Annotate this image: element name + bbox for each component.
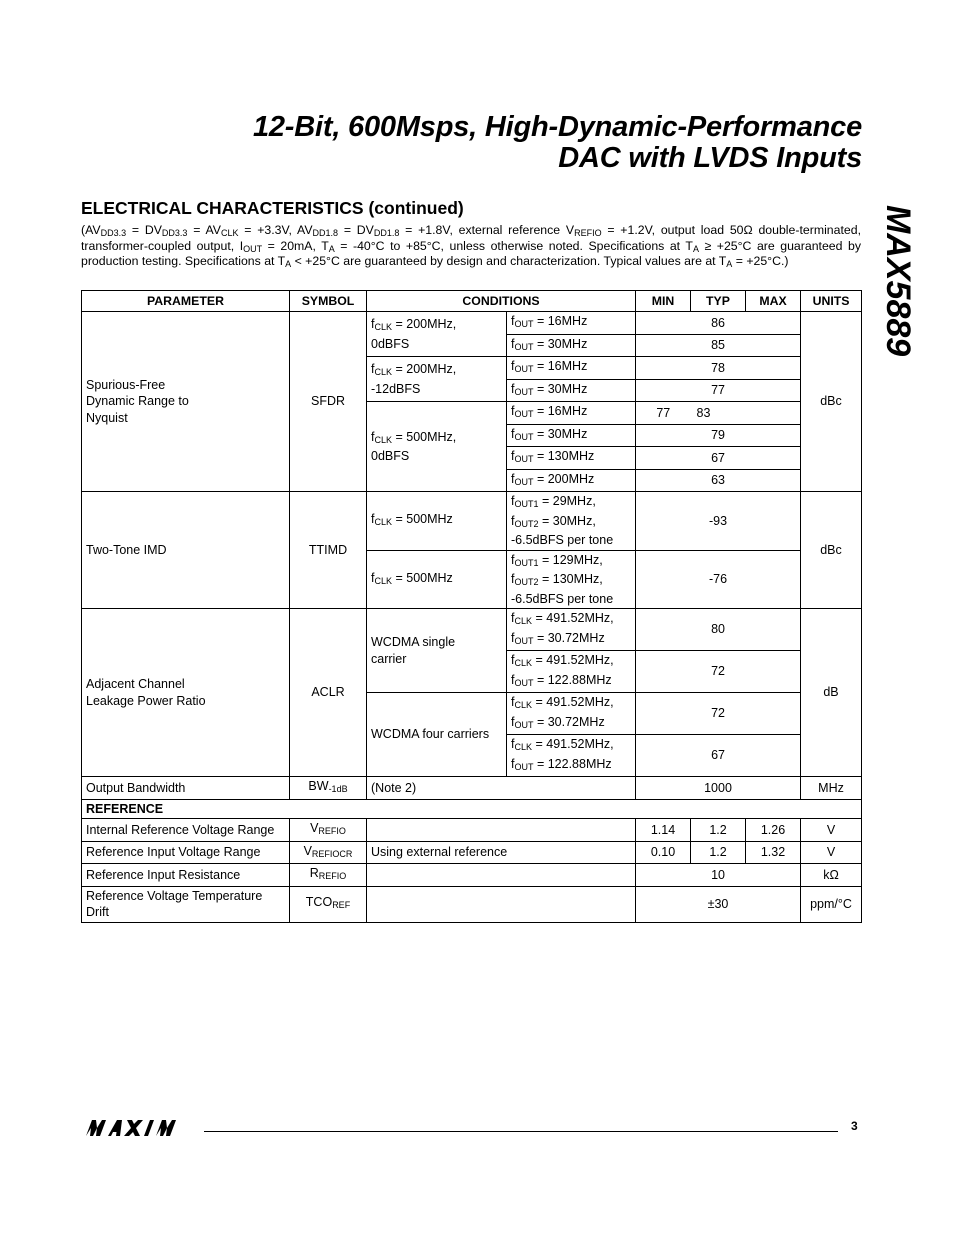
ttimd-symbol: TTIMD: [290, 492, 367, 609]
ref-units: V: [801, 841, 862, 864]
page-number: 3: [851, 1119, 858, 1133]
ref-min: 1.14: [636, 819, 691, 842]
sfdr-typ: 86: [636, 312, 801, 335]
header-parameter: PARAMETER: [82, 291, 290, 312]
reference-heading: REFERENCE: [82, 799, 862, 819]
side-part-number-text: MAX5889: [879, 205, 917, 357]
table-row: [82, 777, 862, 800]
conditions-intro: ($AV_{DD3.3} = DV_{DD3.3} = AV_{CLK} = +3.3V$, $AV_{DD1.8} = DV_{DD1.8} = +1.8V$, external reference $V_{REFIO} = +1.2V$, output load 50Ω double-terminated, transformer-coupled output, $I_{OUT} = 20mA$, $T_A = -40^\circ C$ to +85°C, unless otherwise noted. Specifications at $T_A \ge +25^\circ C$ are guaranteed by production testing. Specifications at $T_A < +25^\circ C$ are guaranteed by design and characterization. Typical values are at $T_A = +25^\circ C$.): [81, 223, 861, 269]
sfdr-condition: $f_{OUT} = 30MHz$: [507, 334, 636, 357]
header-units: UNITS: [801, 291, 862, 312]
aclr-group-2: WCDMA four carriers: [367, 693, 507, 777]
sfdr-condition: $f_{OUT} = 16MHz$: [507, 402, 636, 425]
sfdr-typ: 78: [636, 357, 801, 380]
header-symbol: SYMBOL: [290, 291, 367, 312]
sfdr-condition: $f_{OUT} = 16MHz$: [507, 312, 636, 335]
ttimd-clock: $f_{CLK} = 500MHz$: [367, 492, 507, 551]
ref-parameter: Reference Input Resistance: [82, 864, 290, 887]
side-part-number: [880, 205, 916, 370]
sfdr-condition: $f_{OUT} = 130MHz$: [507, 447, 636, 470]
electrical-characteristics-table: [81, 290, 862, 923]
aclr-group-1: WCDMA single carrier: [367, 609, 507, 693]
ref-symbol: $V_{REFIO}$: [290, 819, 367, 842]
tco-typ: ±30: [636, 886, 801, 922]
ref-parameter: Internal Reference Voltage Range: [82, 819, 290, 842]
ref-symbol: $V_{REFIOCR}$: [290, 841, 367, 864]
sfdr-typ: 79: [636, 424, 801, 447]
sfdr-symbol: SFDR: [290, 312, 367, 492]
sfdr-condition: $f_{OUT} = 30MHz$: [507, 379, 636, 402]
aclr-condition: $f_{CLK} = 491.52MHz$, $f_{OUT} = 30.72MHz$: [507, 693, 636, 735]
ref-symbol: $R_{REFIO}$: [290, 864, 367, 887]
header-max: MAX: [746, 291, 801, 312]
tco-parameter: Reference Voltage Temperature Drift: [82, 886, 290, 922]
aclr-condition: $f_{CLK} = 491.52MHz$, $f_{OUT} = 122.88MHz$: [507, 651, 636, 693]
bw-units: MHz: [801, 777, 862, 800]
ref-typ: 1.2: [691, 841, 746, 864]
ref-typ: 10: [636, 864, 801, 887]
section-title: ELECTRICAL CHARACTERISTICS (continued): [81, 198, 464, 218]
aclr-typ: 72: [636, 693, 801, 735]
sfdr-condition: $f_{OUT} = 30MHz$: [507, 424, 636, 447]
ref-min: 0.10: [636, 841, 691, 864]
maxim-logo: [84, 1118, 194, 1138]
aclr-parameter: Adjacent Channel Leakage Power Ratio: [82, 609, 290, 777]
ref-max: 1.26: [746, 819, 801, 842]
aclr-condition: $f_{CLK} = 491.52MHz$, $f_{OUT} = 30.72MHz$: [507, 609, 636, 651]
header-min: MIN: [636, 291, 691, 312]
ttimd-condition: $f_{OUT1} = 29MHz$, $f_{OUT2} = 30MHz$, -6.5dBFS per tone: [507, 492, 636, 551]
tco-symbol: $TCO_{REF}$: [290, 886, 367, 922]
bw-typ: 1000: [636, 777, 801, 800]
ref-units: kΩ: [801, 864, 862, 887]
sfdr-group-1: $f_{CLK} = 200MHz$, 0dBFS: [367, 312, 507, 357]
table-header-row: [82, 291, 862, 312]
bw-conditions: (Note 2): [367, 777, 636, 800]
bw-parameter: Output Bandwidth: [82, 777, 290, 800]
aclr-typ: 72: [636, 651, 801, 693]
table-row: [82, 799, 862, 819]
ttimd-parameter: Two-Tone IMD: [82, 492, 290, 609]
sfdr-min: 77: [636, 402, 691, 425]
sfdr-parameter: Spurious-Free Dynamic Range to Nyquist: [82, 312, 290, 492]
bw-symbol: $BW_{-1dB}$: [290, 777, 367, 800]
tco-conditions: [367, 886, 636, 922]
ref-conditions: [367, 819, 636, 842]
ttimd-condition: $f_{OUT1} = 129MHz$, $f_{OUT2} = 130MHz$, -6.5dBFS per tone: [507, 550, 636, 609]
document-title: [253, 112, 862, 174]
title-line-2: DAC with LVDS Inputs: [558, 142, 862, 174]
table-row: [82, 841, 862, 864]
ttimd-typ: -93: [636, 492, 801, 551]
sfdr-typ: 83: [691, 402, 801, 425]
sfdr-group-2: $f_{CLK} = 200MHz$, -12dBFS: [367, 357, 507, 402]
ref-conditions: Using external reference: [367, 841, 636, 864]
aclr-typ: 80: [636, 609, 801, 651]
sfdr-units: dBc: [801, 312, 862, 492]
aclr-units: dB: [801, 609, 862, 777]
sfdr-typ: 85: [636, 334, 801, 357]
ref-typ: 1.2: [691, 819, 746, 842]
sfdr-condition: $f_{OUT} = 200MHz$: [507, 469, 636, 492]
ref-parameter: Reference Input Voltage Range: [82, 841, 290, 864]
aclr-condition: $f_{CLK} = 491.52MHz$, $f_{OUT} = 122.88MHz$: [507, 735, 636, 777]
aclr-typ: 67: [636, 735, 801, 777]
table-row: [82, 609, 862, 651]
header-conditions: CONDITIONS: [367, 291, 636, 312]
sfdr-group-3: $f_{CLK} = 500MHz$, 0dBFS: [367, 402, 507, 492]
sfdr-condition: $f_{OUT} = 16MHz$: [507, 357, 636, 380]
title-line-1: 12-Bit, 600Msps, High-Dynamic-Performance: [252, 111, 862, 143]
ttimd-typ: -76: [636, 550, 801, 609]
header-typ: TYP: [691, 291, 746, 312]
table-row: [82, 312, 862, 335]
ttimd-units: dBc: [801, 492, 862, 609]
table-row: [82, 492, 862, 551]
table-row: [82, 864, 862, 887]
sfdr-typ: 67: [636, 447, 801, 470]
ref-units: V: [801, 819, 862, 842]
ref-max: 1.32: [746, 841, 801, 864]
sfdr-typ: 63: [636, 469, 801, 492]
tco-units: ppm/°C: [801, 886, 862, 922]
sfdr-typ: 77: [636, 379, 801, 402]
table-row: [82, 886, 862, 922]
ref-conditions: [367, 864, 636, 887]
aclr-symbol: ACLR: [290, 609, 367, 777]
table-row: [82, 819, 862, 842]
ttimd-clock: $f_{CLK} = 500MHz$: [367, 550, 507, 609]
footer-rule: [204, 1131, 838, 1132]
